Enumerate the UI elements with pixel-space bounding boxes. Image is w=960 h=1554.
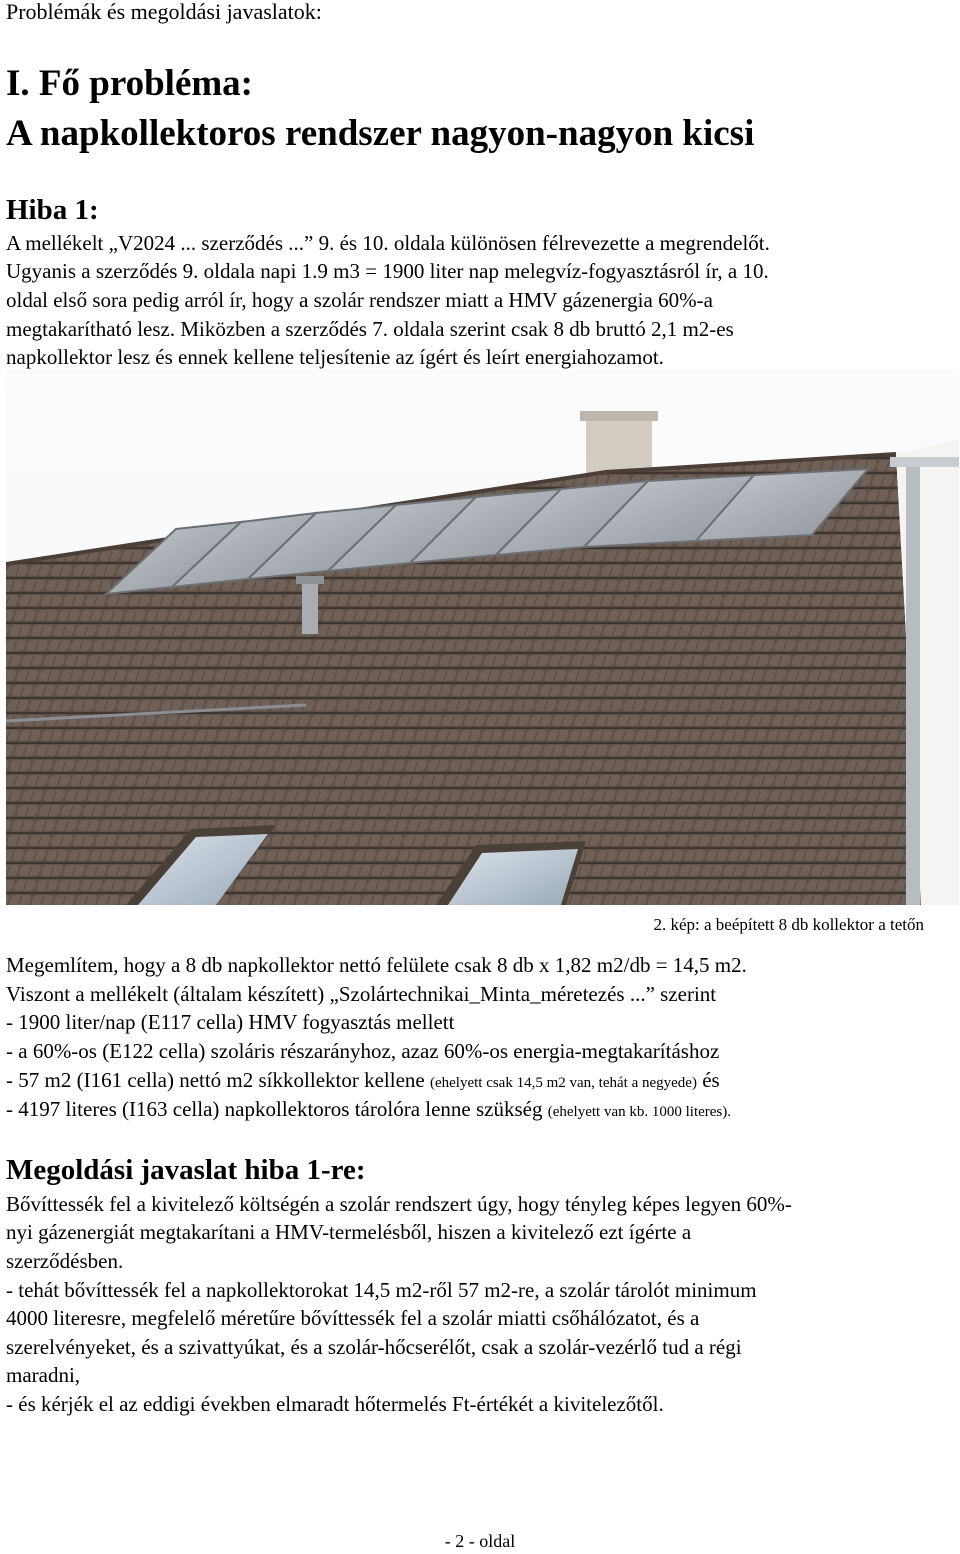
list-item [6,1066,720,1097]
paragraph-line: Bővíttessék fel a kivitelező költségén a szolár rendszert úgy, hogy tényleg képes legyen 60%- [6,1192,792,1216]
paragraph-line: 4000 literesre, megfelelő méretűre bővíttessék fel a szolár miatti csőhálózatot, és a [6,1306,700,1330]
photo-caption: 2. kép: a beépített 8 db kollektor a tetőn [653,915,924,934]
list-item: - a 60%-os (E122 cella) szoláris részarányhoz, azaz 60%-os energia-megtakarításhoz [6,1039,720,1063]
paragraph-line: oldal első sora pedig arról ír, hogy a szolár rendszer miatt a HMV gázenergia 60%-a [6,288,713,312]
paragraph-line: - és kérjék el az eddigi években elmaradt hőtermelés Ft-értékét a kivitelezőtől. [6,1392,664,1416]
hiba1-title: Hiba 1: [6,194,99,226]
paragraph-line: szerződésben. [6,1249,124,1273]
paragraph-line: Viszont a mellékelt (általam készített) „Szolártechnikai_Minta_méretezés ...” szerint [6,982,717,1006]
list-item-text: - 4197 literes (I163 cella) napkollektoros tárolóra lenne szükség [6,1097,543,1121]
list-item-note: (ehelyett csak 14,5 m2 van, tehát a negyede) [429,1075,697,1091]
paragraph-line: napkollektor lesz és ennek kellene teljesítenie az ígért és leírt energiahozamot. [6,345,664,369]
paragraph-line: maradni, [6,1363,81,1387]
solution-title: Megoldási javaslat hiba 1-re: [6,1154,366,1186]
list-item-note: (ehelyett van kb. 1000 literes). [547,1104,732,1120]
paragraph-line: Megemlítem, hogy a 8 db napkollektor nettó felülete csak 8 db x 1,82 m2/db = 14,5 m2. [6,953,747,977]
list-item: - 1900 liter/nap (E117 cella) HMV fogyasztás mellett [6,1010,455,1034]
paragraph-line: Ugyanis a szerződés 9. oldala napi 1.9 m3 = 1900 liter nap melegvíz-fogyasztásról ír, a 10. [6,259,769,283]
roof-solar-collector-photo [6,369,959,905]
list-item-text-end: és [702,1068,720,1092]
main-problem-title: I. Fő probléma: [6,63,254,104]
list-item-text: - 57 m2 (I161 cella) nettó m2 síkkollektor kellene [6,1068,425,1092]
paragraph-line: szerelvényeket, és a szivattyúkat, és a szolár-hőcserélőt, csak a szolár-vezérlő tud a régi [6,1335,742,1359]
paragraph-line: - tehát bővíttessék fel a napkollektorokat 14,5 m2-ről 57 m2-re, a szolár tárolót minimum [6,1278,757,1302]
paragraph-line: nyi gázenergiát megtakarítani a HMV-termelésből, hiszen a kivitelező ezt ígérte a [6,1220,692,1244]
main-problem-subtitle: A napkollektoros rendszer nagyon-nagyon kicsi [6,113,755,154]
intro-heading: Problémák és megoldási javaslatok: [6,0,322,24]
list-item [6,1095,731,1126]
paragraph-line: A mellékelt „V2024 ... szerződés ...” 9. és 10. oldala különösen félrevezette a megrendelőt. [6,231,770,255]
page-number: - 2 - oldal [444,1531,516,1551]
paragraph-line: megtakarítható lesz. Miközben a szerződés 7. oldala szerint csak 8 db bruttó 2,1 m2-es [6,317,734,341]
